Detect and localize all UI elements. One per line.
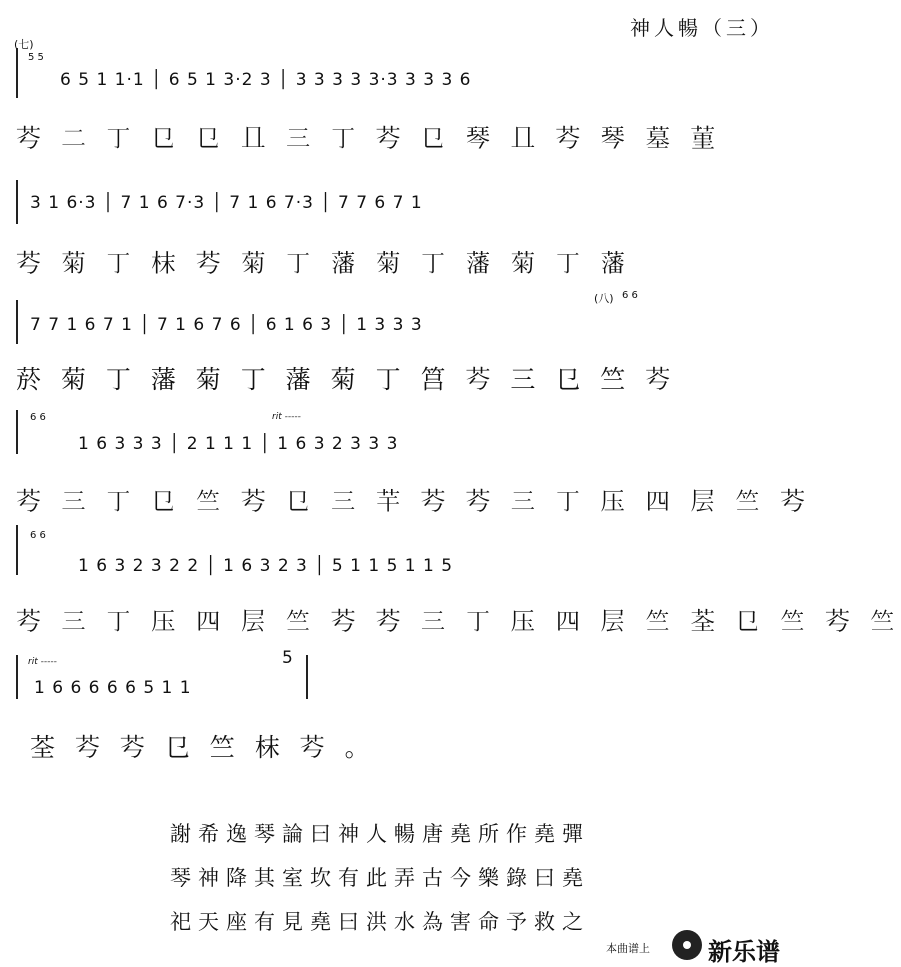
barline (16, 300, 18, 344)
grace-notes: 6 6 (30, 530, 46, 541)
notation-line: 1 6 3 3 3 │ 2 1 1 1 │ 1 6 3 2 3 3 3 (78, 434, 399, 454)
notation-line: 1 6 3 2 3 2 2 │ 1 6 3 2 3 │ 5 1 1 5 1 1 5 (78, 556, 454, 576)
page-title: 神人暢（三） (630, 16, 774, 40)
notation-line: 7 7 1 6 7 1 │ 7 1 6 7 6 │ 6 1 6 3 │ 1 3 3 3 (30, 315, 423, 335)
brand-logo: 新乐谱 (708, 938, 780, 966)
barline (16, 180, 18, 224)
jianzipu-line: 荃 𦬉 𦬉 㔾 竺 枺 𦬉 。 (30, 733, 376, 762)
jianzipu-line: 菸 菊 丁 藩 菊 丁 藩 菊 丁 筥 𦬉 三 㔾 竺 𦬉 (16, 365, 677, 394)
text-line: 琴神降其室坎有此弄古今樂錄曰堯 (170, 866, 590, 890)
chord-top-note: 5 (282, 648, 294, 668)
notation-line: 1 6 6 6 6 6 5 1 1 (34, 678, 192, 698)
barline (16, 655, 18, 699)
barline (306, 655, 308, 699)
barline (16, 48, 18, 98)
jianzipu-line: 𦬉 三 丁 㔾 竺 𦬉 㔾 三 芉 𦬉 𦬉 三 丁 压 四 层 竺 𦬉 (16, 487, 812, 516)
section-number: (七) (14, 38, 34, 51)
text-line: 謝希逸琴論曰神人暢唐堯所作堯彈 (170, 822, 590, 846)
jianzipu-line: 𦬉 菊 丁 枺 𦬉 菊 丁 藩 菊 丁 藩 菊 丁 藩 (16, 249, 632, 278)
jianzipu-line: 𦬉 三 丁 压 四 层 竺 𦬉 𦬉 三 丁 压 四 层 竺 荃 㔾 竺 𦬉 竺 (16, 607, 901, 636)
grace-notes: 6 6 (30, 412, 46, 423)
text-line: 祀天座有見堯曰洪水為害命予救之 (170, 910, 590, 934)
grace-notes: 5 5 (28, 52, 44, 63)
barline (16, 410, 18, 454)
rit-marking: rit ----- (272, 412, 301, 422)
jianzipu-line: 𦬉 二 丁 㔾 㔾 𠀃 三 丁 𦬉 㔾 琴 𠀃 𦬉 琴 墓 菫 (16, 124, 722, 153)
rit-marking: rit ----- (28, 657, 57, 667)
section-number: (八) (594, 292, 614, 305)
grace-notes: 6 6 (622, 290, 638, 301)
notation-line: 3 1 6·3 │ 7 1 6 7·3 │ 7 1 6 7·3 │ 7 7 6 7 1 (30, 193, 423, 213)
notation-line: 6 5 1 1·1 │ 6 5 1 3·2 3 │ 3 3 3 3 3·3 3 3 3 6 (60, 70, 472, 90)
footer-credit: 本曲谱上 (606, 942, 650, 955)
record-icon (672, 930, 702, 960)
barline (16, 525, 18, 575)
